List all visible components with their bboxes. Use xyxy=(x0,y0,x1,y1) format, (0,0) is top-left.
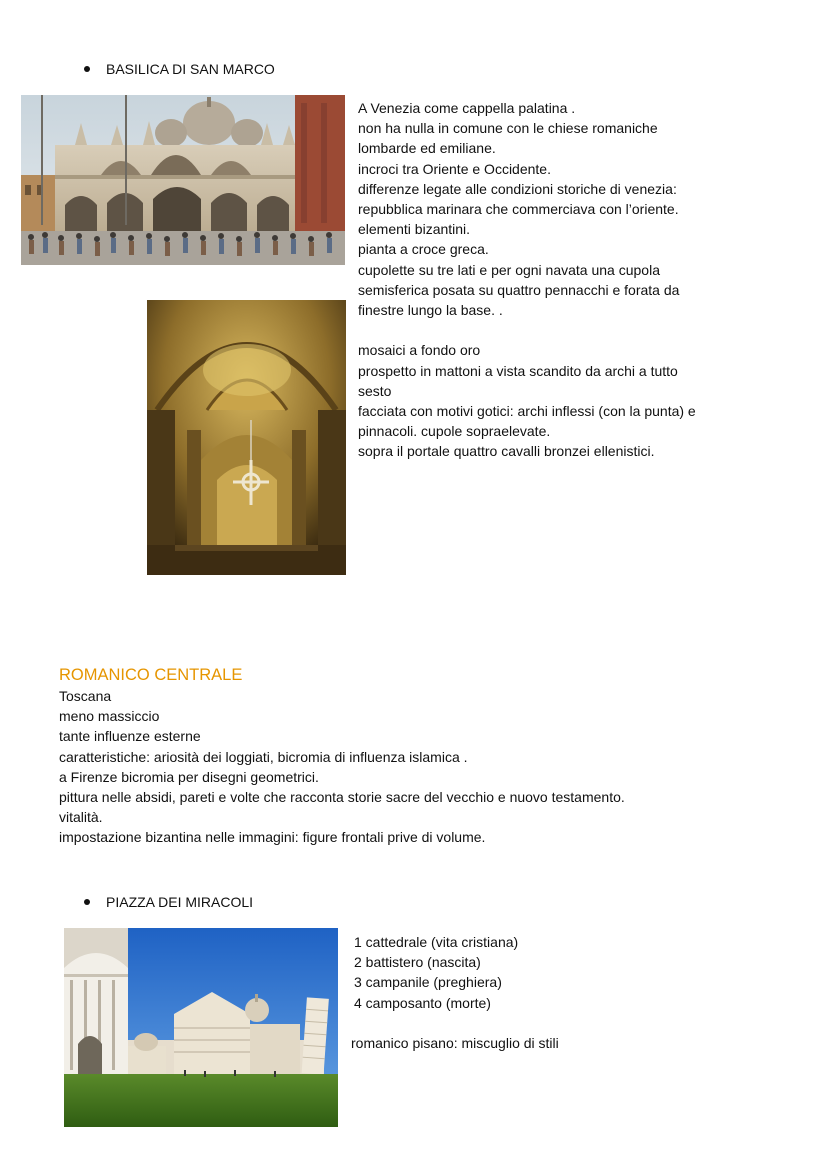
text-line: pinnacoli. cupole sopraelevate. xyxy=(358,423,551,440)
section3-note: romanico pisano: miscuglio di stili xyxy=(351,1035,559,1051)
list-item: 2 battistero (nascita) xyxy=(354,954,481,971)
text-line-blank xyxy=(358,320,696,340)
photo-basilica-exterior xyxy=(21,95,345,265)
bullet-icon xyxy=(84,899,90,905)
text-line: semisferica posata su quattro pennacchi e forata da xyxy=(358,281,680,298)
text-line: incroci tra Oriente e Occidente. xyxy=(358,160,551,177)
text-line: vitalità. xyxy=(59,809,103,826)
text-line: sesto xyxy=(358,382,392,399)
text-line: prospetto in mattoni a vista scandito da archi a tutto xyxy=(358,362,678,379)
text-line: pittura nelle absidi, pareti e volte che racconta storie sacre del vecchio e nuovo testamento. xyxy=(59,789,625,806)
bullet-icon xyxy=(84,66,90,72)
list-item: 3 campanile (preghiera) xyxy=(354,974,502,991)
text-line: impostazione bizantina nelle immagini: figure frontali prive di volume. xyxy=(59,829,486,846)
text-line: a Firenze bicromia per disegni geometrici. xyxy=(59,768,319,785)
heading-romanico-centrale: ROMANICO CENTRALE xyxy=(59,666,243,684)
section-title-san-marco xyxy=(84,60,275,78)
text-line: caratteristiche: ariosità dei loggiati, bicromia di influenza islamica . xyxy=(59,748,468,765)
photo-piazza-dei-miracoli xyxy=(64,928,338,1127)
section1-text xyxy=(358,98,696,462)
section-title-piazza xyxy=(84,893,253,911)
photo-basilica-interior xyxy=(147,300,346,575)
text-line: non ha nulla in comune con le chiese romaniche xyxy=(358,120,658,137)
text-line: cupolette su tre lati e per ogni navata una cupola xyxy=(358,261,660,278)
text-line: meno massiccio xyxy=(59,708,160,725)
list-item: 4 camposanto (morte) xyxy=(354,994,491,1011)
text-line: pianta a croce greca. xyxy=(358,241,489,258)
text-line: repubblica marinara che commerciava con l’oriente. xyxy=(358,201,679,218)
text-line: sopra il portale quattro cavalli bronzei ellenistici. xyxy=(358,443,655,460)
list-item: 1 cattedrale (vita cristiana) xyxy=(354,934,519,950)
text-line: mosaici a fondo oro xyxy=(358,342,481,359)
text-line: Toscana xyxy=(59,688,112,704)
section3-list xyxy=(354,932,518,1013)
text-line: tante influenze esterne xyxy=(59,728,201,745)
text-line: facciata con motivi gotici: archi inflessi (con la punta) e xyxy=(358,403,696,420)
section2-text xyxy=(59,686,625,848)
text-line: A Venezia come cappella palatina . xyxy=(358,100,576,116)
text-line: lombarde ed emiliane. xyxy=(358,140,496,157)
text-line: differenze legate alle condizioni storiche di venezia: xyxy=(358,180,677,197)
text-line: finestre lungo la base. . xyxy=(358,302,503,319)
text-line: elementi bizantini. xyxy=(358,221,471,238)
section-title-text: BASILICA DI SAN MARCO xyxy=(106,61,275,77)
section-title-text: PIAZZA DEI MIRACOLI xyxy=(106,894,254,910)
